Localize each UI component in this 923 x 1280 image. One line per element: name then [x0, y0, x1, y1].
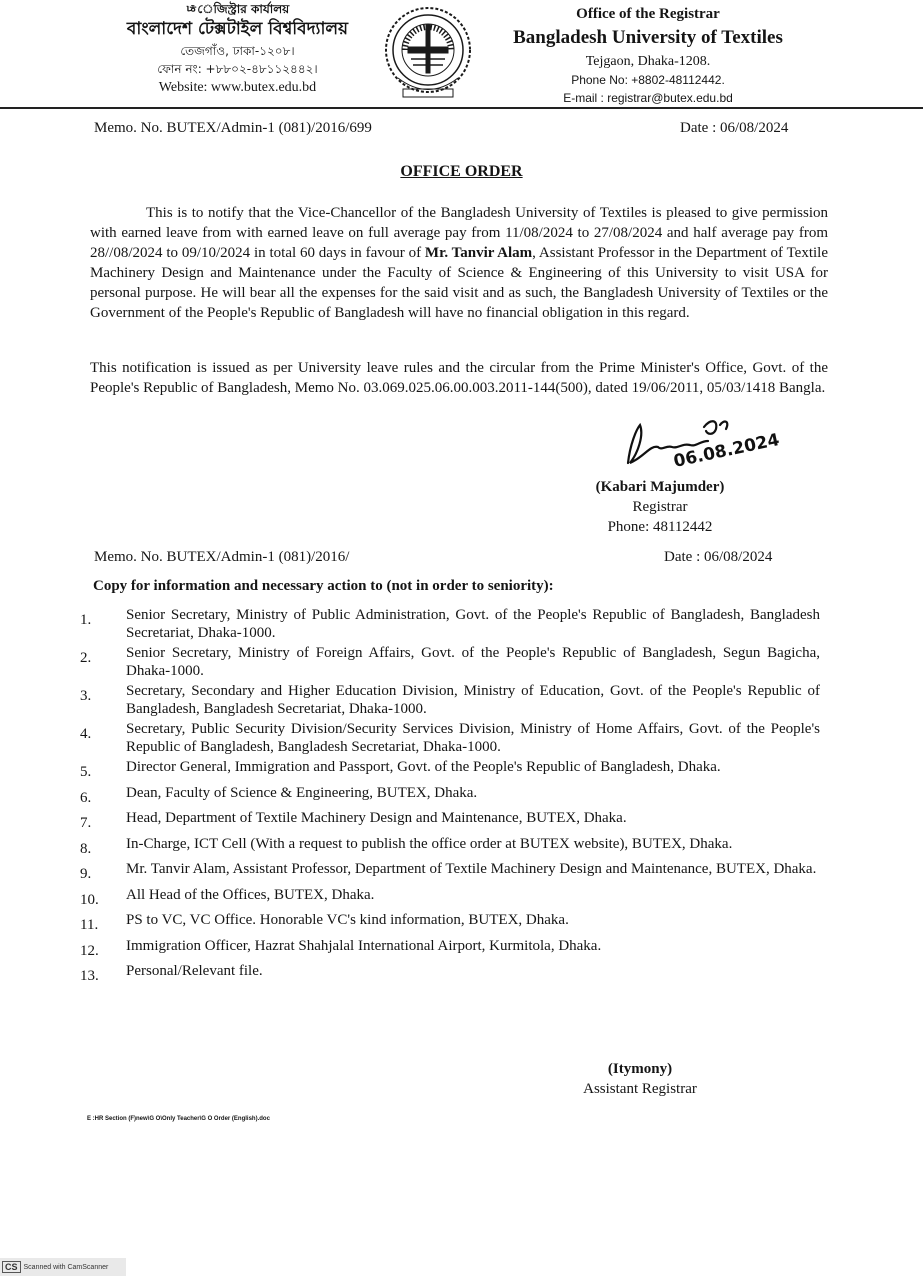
list-item-number: 11. — [80, 917, 99, 933]
address-bn: তেজগাঁও, ঢাকা-১২০৮। — [180, 43, 295, 58]
list-item-text: Senior Secretary, Ministry of Foreign Affairs, Govt. of the People's Republic of Bangladesh, Segun Bagicha, Dhaka-1000. — [126, 645, 820, 679]
office-name-bn: ﾦেজিস্ট্রার কার্যালয় — [185, 2, 290, 16]
list-item-text: Immigration Officer, Hazrat Shahjalal International Airport, Kurmitola, Dhaka. — [126, 937, 602, 954]
signatory-name: (Kabari Majumder) — [595, 479, 725, 495]
list-item-number: 5. — [80, 764, 92, 780]
list-item-number: 8. — [80, 840, 92, 857]
memo-date: Date : 06/08/2024 — [680, 120, 789, 136]
list-item-number: 12. — [80, 942, 99, 959]
memo-date-copy: Date : 06/08/2024 — [664, 549, 773, 565]
list-item-text: PS to VC, VC Office. Honorable VC's kind information, BUTEX, Dhaka. — [126, 912, 569, 928]
phone: Phone No: +8802-48112442. — [571, 73, 725, 87]
memo-number: Memo. No. BUTEX/Admin-1 (081)/2016/699 — [94, 120, 372, 136]
signatory-phone: Phone: 48112442 — [607, 519, 713, 535]
assistant-signatory-designation: Assistant Registrar — [583, 1081, 697, 1097]
list-item-number: 6. — [80, 789, 92, 806]
list-item-number: 2. — [80, 650, 92, 666]
list-item — [80, 810, 820, 833]
page-title: OFFICE ORDER — [400, 163, 523, 180]
paragraph-text: , Assistant Professor in the Department of Textile Machinery Design and Maintenance under the Faculty of Science & Engineering of this University to visit USA for personal purpose. He will bear all the expenses for the said visit and as such, the Bangladesh University of Textiles or the Government of the People's Republic of Bangladesh will have no financial obligation in this regard. — [90, 245, 828, 321]
header-divider — [0, 107, 923, 109]
camscanner-logo-icon: CS — [2, 1261, 21, 1273]
body-paragraph-1 — [90, 203, 828, 323]
list-item-number: 3. — [80, 688, 92, 704]
memo-number-copy: Memo. No. BUTEX/Admin-1 (081)/2016/ — [94, 549, 350, 565]
highlighted-name: Mr. Tanvir Alam — [424, 245, 533, 261]
file-path-footer: E :HR Section (F)new\G O\Only Teacher\G O Order (English).doc — [87, 1116, 270, 1122]
list-item-number: 9. — [80, 866, 92, 882]
signature-icon — [600, 405, 810, 475]
website: Website: www.butex.edu.bd — [158, 79, 317, 95]
signatory-block — [570, 477, 750, 537]
signature-date: 06.08.2024 — [671, 429, 782, 472]
scanner-text: Scanned with CamScanner — [23, 1263, 109, 1271]
university-name: Bangladesh University of Textiles — [513, 26, 783, 48]
list-item-text: Director General, Immigration and Passport, Govt. of the People's Republic of Bangladesh, Dhaka. — [126, 759, 721, 775]
signatory-designation: Registrar — [632, 499, 688, 515]
list-item-text: Head, Department of Textile Machinery Design and Maintenance, BUTEX, Dhaka. — [126, 810, 627, 826]
copy-heading: Copy for information and necessary action to (not in order to seniority): — [93, 578, 554, 594]
list-item-text: All Head of the Offices, BUTEX, Dhaka. — [126, 886, 375, 903]
list-item-number: 4. — [80, 726, 92, 742]
list-item-text: Senior Secretary, Ministry of Public Administration, Govt. of the People's Republic of Bangladesh, Bangladesh Secretariat, Dhaka-1000. — [126, 607, 820, 641]
university-seal-icon — [383, 3, 473, 101]
phone-bn: ফোন নং: +৮৮০২-৪৮১১২৪৪২। — [157, 62, 318, 77]
list-item — [80, 645, 820, 680]
address: Tejgaon, Dhaka-1208. — [585, 53, 711, 69]
list-item — [80, 836, 820, 859]
list-item-text: In-Charge, ICT Cell (With a request to publish the office order at BUTEX website), BUTEX, Dhaka. — [126, 835, 733, 852]
paragraph-text: This notification is issued as per University leave rules and the circular from the Prime Minister's Office, Govt. of the People's Republic of Bangladesh, Memo No. 03.069.025.06.00.003.2011-144(500), dated 19/06/2011, 05/03/1418 Bangla. — [90, 360, 828, 396]
list-item-text: Personal/Relevant file. — [126, 963, 263, 979]
list-item-text: Mr. Tanvir Alam, Assistant Professor, Department of Textile Machinery Design and Maintenance, BUTEX, Dhaka. — [126, 861, 817, 877]
list-item-number: 7. — [80, 815, 92, 831]
list-item — [80, 887, 820, 910]
list-item — [80, 785, 820, 808]
list-item-text: Secretary, Public Security Division/Security Services Division, Ministry of Home Affairs, Govt. of the People's Republic of Bangladesh, Bangladesh Secretariat, Dhaka-1000. — [126, 721, 820, 755]
paragraph-text: This is to notify that the Vice-Chancellor of the Bangladesh University of Textiles is pleased to give permission with earned leave from with earned leave on full average pay from 11/08/2024 to 27/08/2024 and half average pay from 28//08/2024 to 09/10/2024 in total 60 days in favour of — [90, 205, 828, 261]
list-item-text: Dean, Faculty of Science & Engineering, BUTEX, Dhaka. — [126, 784, 478, 801]
header-left-block — [85, 0, 390, 96]
list-item — [80, 759, 820, 782]
office-name: Office of the Registrar — [576, 6, 720, 22]
assistant-signatory-block — [560, 1059, 720, 1099]
distribution-list — [80, 607, 820, 989]
list-item-text: Secretary, Secondary and Higher Education Division, Ministry of Education, Govt. of the People's Republic of Bangladesh, Bangladesh Secretariat, Dhaka-1000. — [126, 683, 820, 717]
list-item — [80, 912, 820, 935]
list-item — [80, 721, 820, 756]
list-item — [80, 938, 820, 961]
list-item — [80, 683, 820, 718]
list-item-number: 1. — [80, 612, 92, 628]
list-item-number: 13. — [80, 968, 99, 984]
header-right-block — [498, 5, 798, 106]
list-item-number: 10. — [80, 891, 99, 908]
list-item — [80, 963, 820, 986]
list-item — [80, 861, 820, 884]
university-name-bn: বাংলাদেশ টেক্সটাইল বিশ্ববিদ্যালয় — [126, 19, 349, 40]
email: E-mail : registrar@butex.edu.bd — [563, 91, 733, 105]
body-paragraph-2 — [90, 358, 828, 398]
list-item — [80, 607, 820, 642]
assistant-signatory-name: (Itymony) — [607, 1061, 673, 1077]
scanner-watermark — [0, 1258, 126, 1276]
